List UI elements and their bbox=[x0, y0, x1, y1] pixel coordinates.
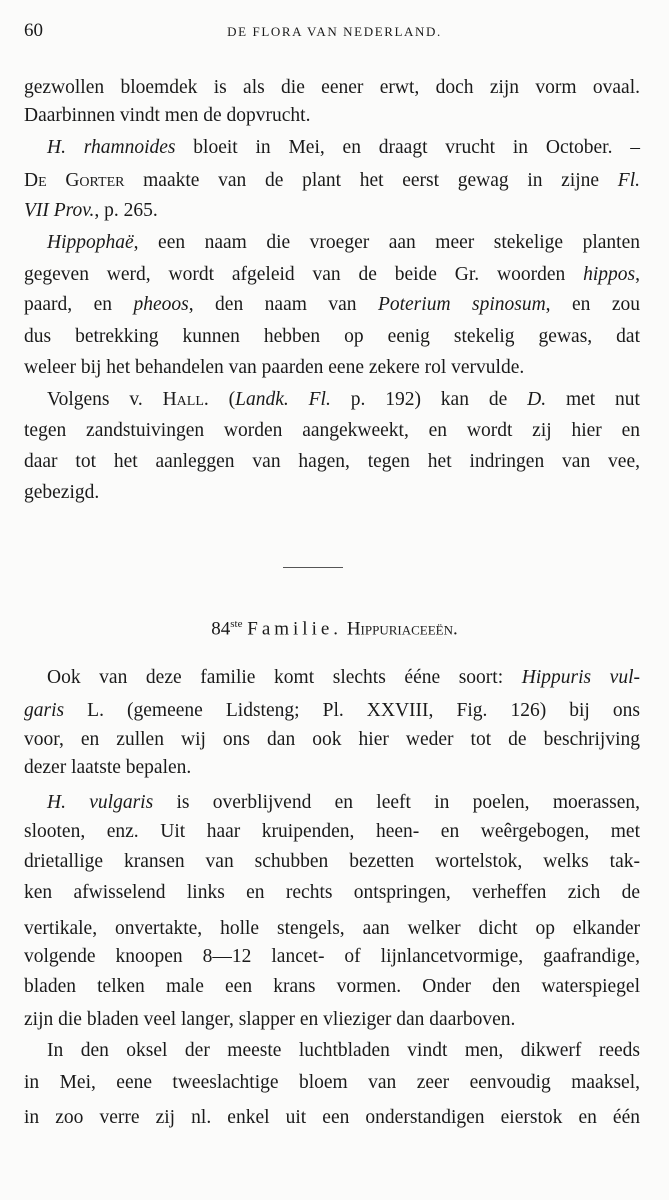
text-line bbox=[24, 756, 640, 780]
text-line bbox=[24, 293, 640, 317]
text-segment: In den oksel der meeste luchtbladen vindt men, dikwerf reeds bbox=[47, 1040, 640, 1061]
text-segment: gegeven werd, wordt afgeleid van de beide Gr. woorden bbox=[24, 264, 584, 285]
text-line bbox=[24, 945, 640, 969]
text-line bbox=[24, 1008, 640, 1032]
italic-text: hippos bbox=[583, 264, 636, 285]
italic-text: H. rhamnoides bbox=[47, 137, 176, 158]
text-segment: p. 192) kan de bbox=[330, 389, 528, 410]
text-line bbox=[47, 231, 640, 255]
text-segment: dus betrekking kunnen hebben op eenig stekelig gewas, dat bbox=[24, 326, 640, 347]
italic-text: garis bbox=[24, 700, 65, 721]
text-line bbox=[47, 136, 640, 160]
text-line bbox=[24, 820, 640, 844]
italic-text: Fl. bbox=[617, 170, 640, 191]
text-segment: L. (gemeene Lidsteng; Pl. XXVIII, Fig. 126) bij ons bbox=[64, 700, 640, 721]
text-segment: voor, en zullen wij ons dan ook hier weder tot de beschrijving bbox=[24, 729, 640, 750]
italic-text: Hippophaë bbox=[47, 232, 134, 253]
text-segment: , een naam die vroeger aan meer stekelige planten bbox=[133, 232, 640, 253]
italic-text: D. bbox=[527, 389, 547, 410]
text-line bbox=[24, 169, 640, 193]
text-segment: vertikale, onvertakte, holle stengels, aan welker dicht op elkander bbox=[24, 918, 640, 939]
family-name: Hippuriaceeën. bbox=[346, 618, 458, 640]
text-segment: volgende knoopen 8—12 lancet- of lijnlancetvormige, gaafrandige, bbox=[24, 946, 640, 967]
text-segment: slooten, enz. Uit haar kruipenden, heen- en weêrgebogen, met bbox=[24, 821, 640, 842]
text-line bbox=[24, 728, 640, 752]
text-line bbox=[24, 850, 640, 874]
text-segment: Daarbinnen vindt men de dopvrucht. bbox=[24, 105, 311, 126]
text-segment: maakte van de plant het eerst gewag in zijne bbox=[124, 170, 618, 191]
text-segment: dezer laatste bepalen. bbox=[24, 757, 192, 778]
text-line bbox=[24, 419, 640, 443]
italic-text: Poterium spinosum bbox=[377, 294, 546, 315]
text-line bbox=[24, 1106, 640, 1130]
small-caps-name: Hall. bbox=[162, 389, 209, 410]
text-line bbox=[24, 199, 640, 223]
italic-text: Landk. Fl. bbox=[235, 389, 331, 410]
text-segment: weleer bij het behandelen van paarden eene zekere rol vervulde. bbox=[24, 357, 525, 378]
text-line bbox=[24, 450, 640, 474]
text-segment: in Mei, eene tweeslachtige bloem van zeer eenvoudig maaksel, bbox=[24, 1072, 640, 1093]
text-line bbox=[24, 1071, 640, 1095]
page-number: 60 bbox=[24, 20, 43, 41]
text-segment: in zoo verre zij nl. enkel uit een onderstandigen eierstok en één bbox=[24, 1107, 640, 1128]
family-number-suffix: ste bbox=[230, 618, 243, 630]
italic-text: pheoos bbox=[133, 294, 189, 315]
text-line bbox=[47, 1039, 640, 1063]
text-segment: tegen zandstuivingen worden aangekweekt, en wordt zij hier en bbox=[24, 420, 640, 441]
family-heading bbox=[0, 618, 669, 640]
text-segment: bladen telken male een krans vormen. Onder den waterspiegel bbox=[24, 976, 640, 997]
text-segment: paard, en bbox=[24, 294, 134, 315]
text-segment: gezwollen bloemdek is als die eener erwt, doch zijn vorm ovaal. bbox=[24, 77, 640, 98]
text-segment: bloeit in Mei, en draagt vrucht in October. – bbox=[175, 137, 641, 158]
text-line bbox=[47, 388, 640, 412]
text-line bbox=[24, 263, 640, 287]
text-line bbox=[47, 791, 640, 815]
text-segment: gebezigd. bbox=[24, 482, 100, 503]
text-segment: Ook van deze familie komt slechts ééne soort: bbox=[47, 667, 522, 688]
text-segment: , en zou bbox=[545, 294, 640, 315]
text-line bbox=[24, 325, 640, 349]
text-line bbox=[24, 881, 640, 905]
text-segment: is overblijvend en leeft in poelen, moerassen, bbox=[153, 792, 641, 813]
italic-text: VII Prov. bbox=[24, 200, 95, 221]
text-segment: , p. 265. bbox=[94, 200, 158, 221]
text-line bbox=[24, 917, 640, 941]
text-line bbox=[24, 104, 640, 128]
text-line bbox=[24, 481, 640, 505]
family-number: 84 bbox=[211, 618, 231, 640]
family-label: Familie. bbox=[247, 618, 343, 640]
text-line bbox=[47, 666, 640, 690]
text-segment: zijn die bladen veel langer, slapper en vlieziger dan daarboven. bbox=[24, 1009, 516, 1030]
text-segment: ( bbox=[208, 389, 236, 410]
italic-text: Hippuris vul- bbox=[521, 667, 640, 688]
text-line bbox=[24, 76, 640, 100]
italic-text: H. vulgaris bbox=[47, 792, 154, 813]
text-segment: Volgens v. bbox=[47, 389, 163, 410]
text-segment: , bbox=[635, 264, 640, 285]
small-caps-name: De Gorter bbox=[24, 170, 125, 191]
running-title: DE FLORA VAN NEDERLAND. bbox=[227, 24, 442, 39]
text-line bbox=[24, 356, 640, 380]
text-segment: drietallige kransen van schubben bezetten wortelstok, welks tak- bbox=[24, 851, 640, 872]
section-divider bbox=[283, 567, 343, 568]
text-segment: daar tot het aanleggen van hagen, tegen het indringen van vee, bbox=[24, 451, 640, 472]
text-segment: met nut bbox=[546, 389, 640, 410]
text-line bbox=[24, 699, 640, 723]
text-segment: ken afwisselend links en rechts ontspringen, verheffen zich de bbox=[24, 882, 640, 903]
text-segment: , den naam van bbox=[188, 294, 378, 315]
text-line bbox=[24, 975, 640, 999]
